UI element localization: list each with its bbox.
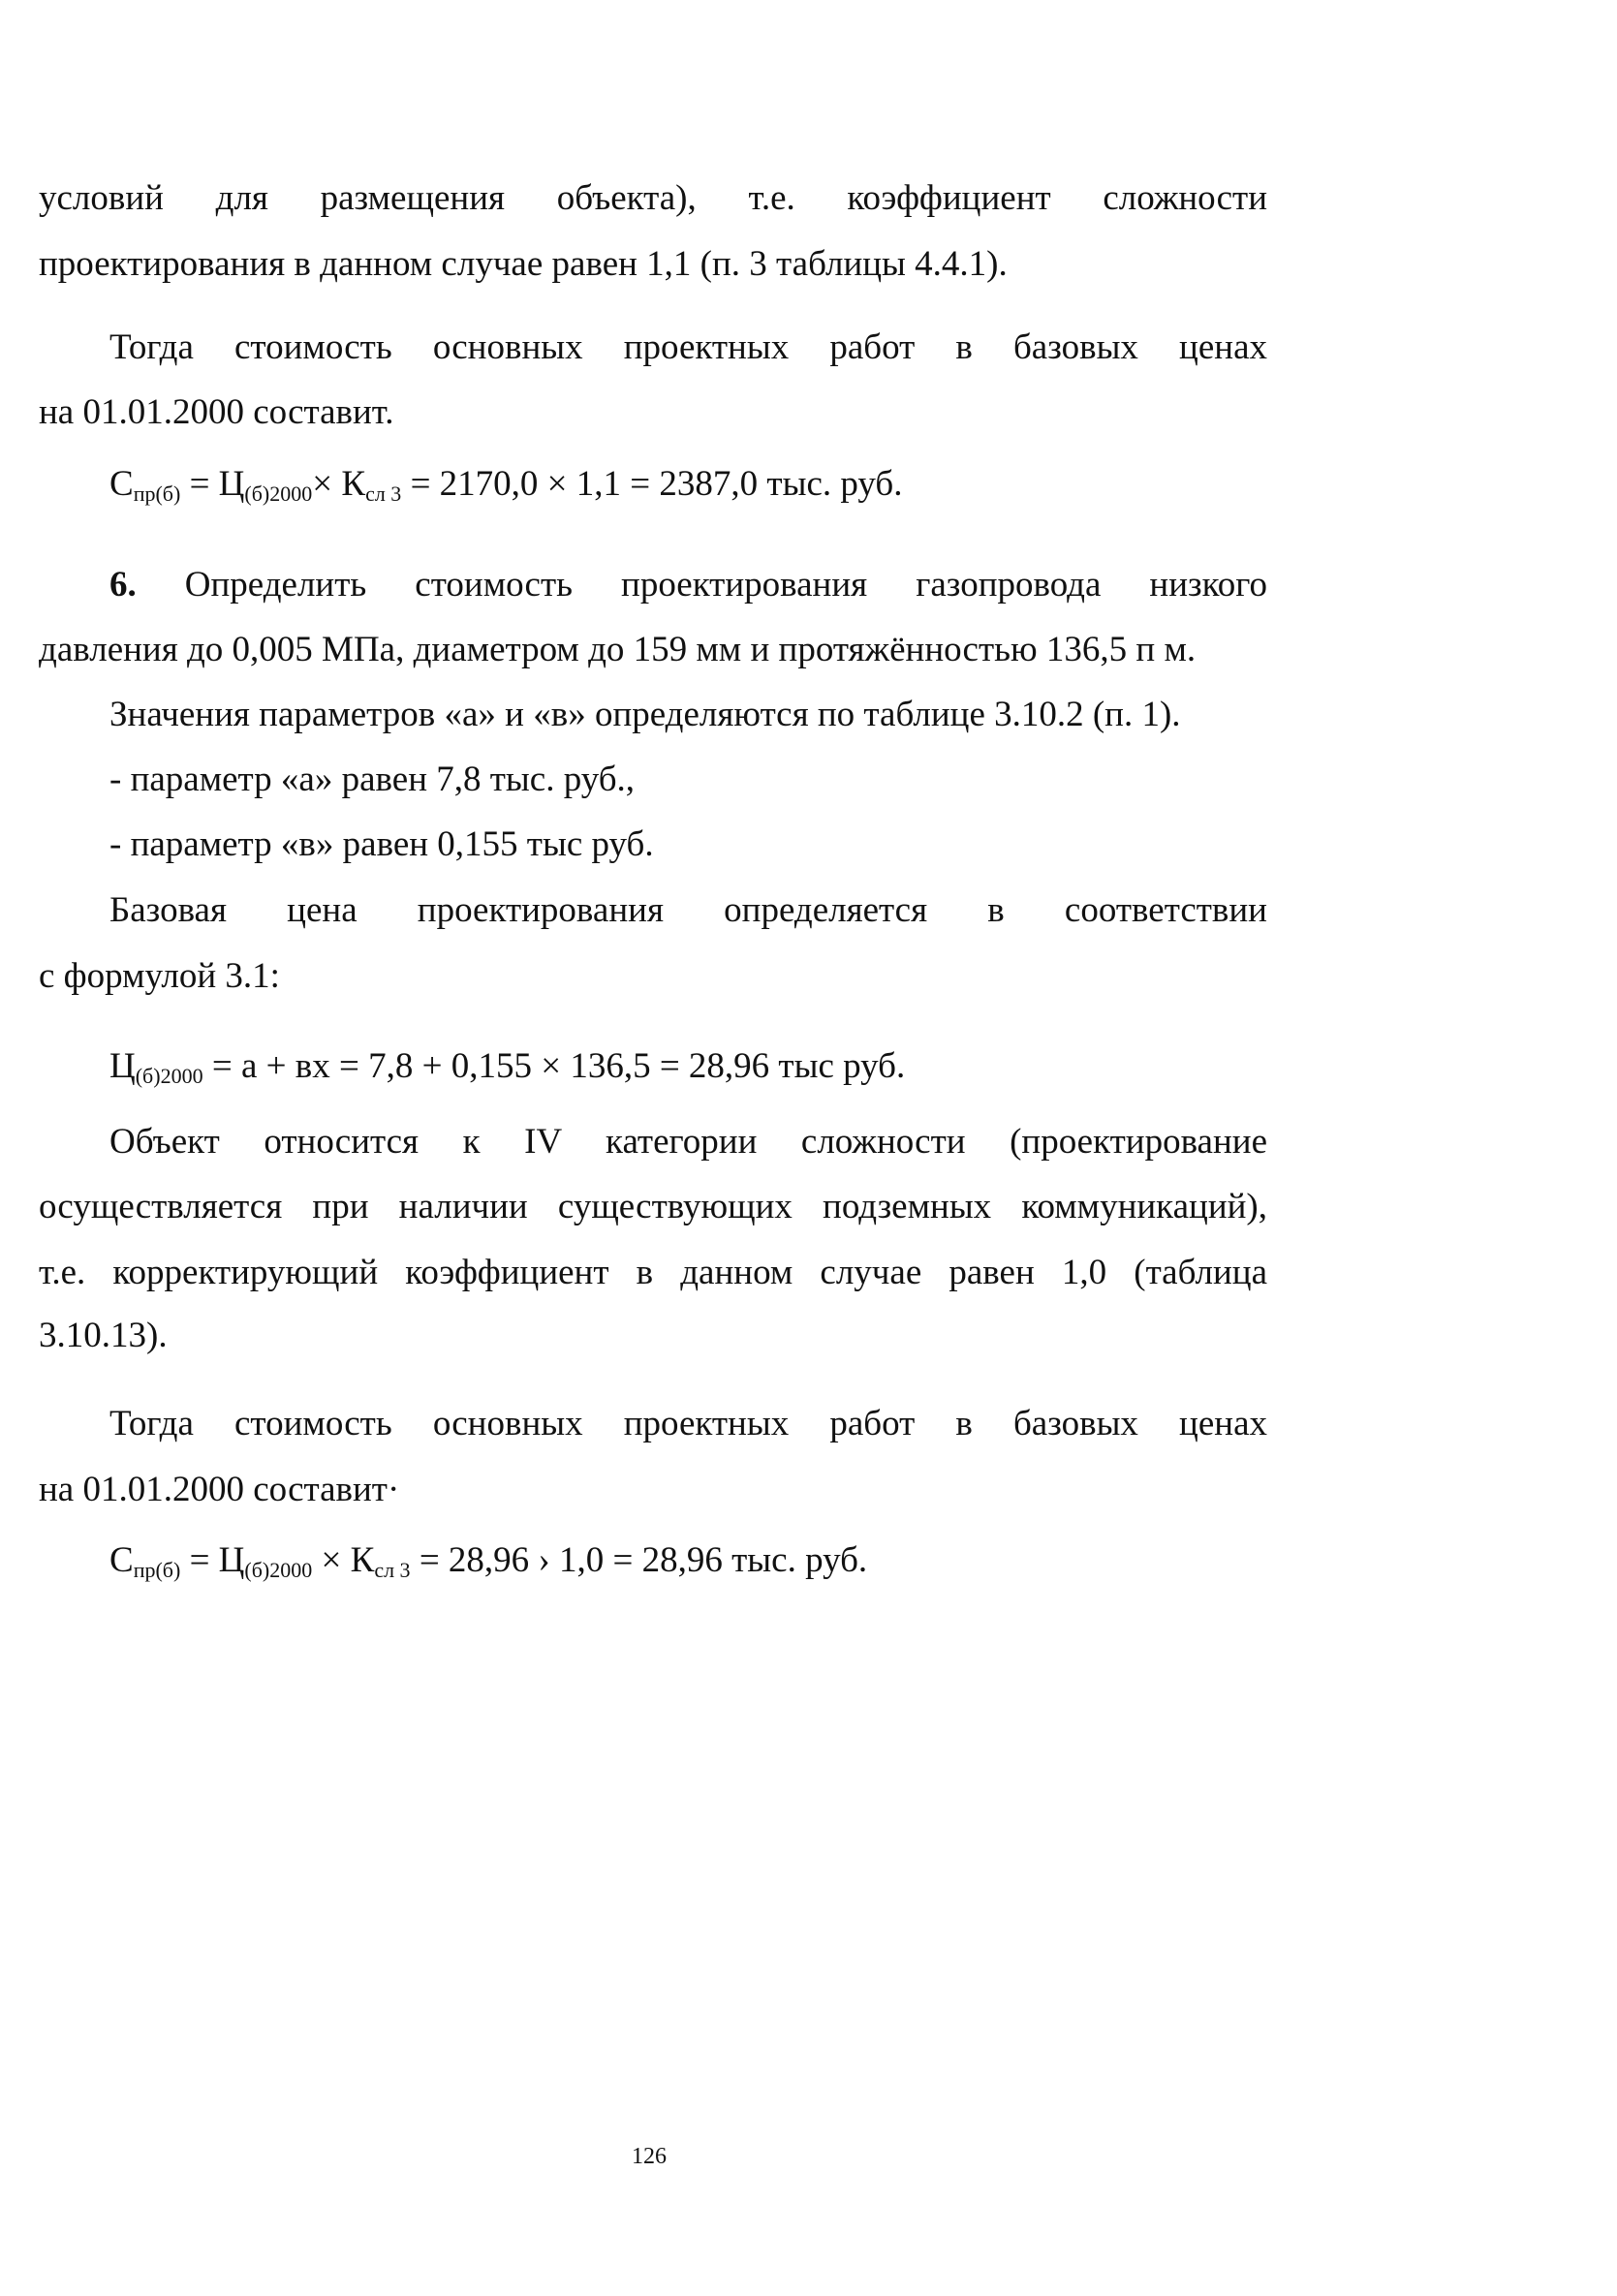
formula-3-ts-sub: (б)2000 — [244, 1558, 313, 1582]
formula-2 — [109, 1045, 1267, 1088]
paragraph-9-line-1: Тогда стоимость основных проектных работ в базовых ценах — [109, 1404, 1267, 1443]
paragraph-5: - параметр «а» равен 7,8 тыс. руб., — [109, 760, 636, 799]
page-number: 126 — [632, 2144, 667, 2169]
formula-3-mul: × К — [312, 1540, 375, 1580]
formula-3-c-sub: пр(б) — [133, 1558, 181, 1582]
paragraph-3-text: Определить стоимость проектирования газопровода низкого — [136, 565, 1267, 605]
formula-3-eq: = Ц — [180, 1540, 245, 1580]
formula-1-k-sub: сл 3 — [365, 481, 402, 506]
paragraph-8-line-3: т.е. корректирующий коэффициент в данном случае равен 1,0 (таблица — [39, 1253, 1267, 1292]
paragraph-1-line-1: условий для размещения объекта), т.е. коэффициент сложности — [39, 178, 1267, 218]
formula-1 — [109, 463, 1267, 506]
formula-1-ts-sub: (б)2000 — [244, 481, 313, 506]
formula-1-eq: = Ц — [180, 464, 245, 504]
formula-2-ts-sub: (б)2000 — [135, 1064, 203, 1088]
paragraph-2-line-2: на 01.01.2000 составит. — [39, 392, 394, 432]
formula-3-k-sub: сл 3 — [374, 1558, 411, 1582]
formula-3-rest: = 28,96 › 1,0 = 28,96 тыс. руб. — [410, 1540, 868, 1580]
paragraph-6: - параметр «в» равен 0,155 тыс руб. — [109, 824, 654, 864]
paragraph-9-line-2: на 01.01.2000 составит· — [39, 1470, 400, 1509]
formula-1-mul: × К — [312, 464, 366, 504]
formula-2-rest: = а + вх = 7,8 + 0,155 × 136,5 = 28,96 тыс руб. — [202, 1046, 906, 1086]
paragraph-7-line-2: с формулой 3.1: — [39, 956, 280, 996]
paragraph-2-line-1: Тогда стоимость основных проектных работ в базовых ценах — [109, 327, 1267, 367]
paragraph-1-line-2: проектирования в данном случае равен 1,1 (п. 3 таблицы 4.4.1). — [39, 244, 1008, 284]
formula-3-c: С — [109, 1540, 134, 1580]
formula-2-ts: Ц — [109, 1046, 136, 1086]
paragraph-8-line-4: 3.10.13). — [39, 1316, 168, 1355]
formula-1-rest: = 2170,0 × 1,1 = 2387,0 тыс. руб. — [401, 464, 903, 504]
paragraph-3-line-1 — [109, 564, 1267, 606]
paragraph-8-line-2: осуществляется при наличии существующих подземных коммуникаций), — [39, 1187, 1267, 1226]
item-number: 6. — [109, 565, 137, 605]
paragraph-8-line-1: Объект относится к IV категории сложности (проектирование — [109, 1122, 1267, 1162]
formula-3 — [109, 1539, 1267, 1582]
formula-1-c-sub: пр(б) — [133, 481, 181, 506]
paragraph-7-line-1: Базовая цена проектирования определяется в соответствии — [109, 890, 1267, 930]
paragraph-3-line-2: давления до 0,005 МПа, диаметром до 159 мм и протяжённостью 136,5 п м. — [39, 630, 1197, 669]
formula-1-c: С — [109, 464, 134, 504]
paragraph-4: Значения параметров «а» и «в» определяются по таблице 3.10.2 (п. 1). — [109, 695, 1181, 734]
